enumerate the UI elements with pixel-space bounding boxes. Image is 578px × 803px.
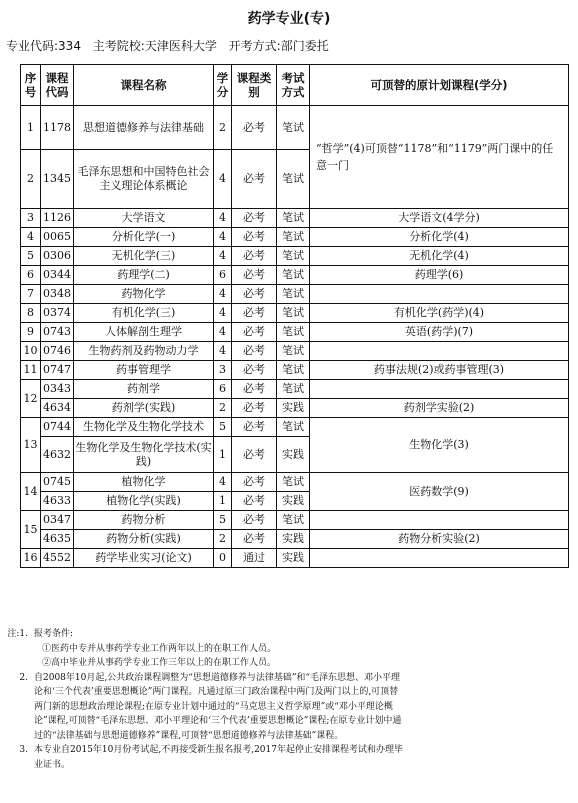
table-cell: 笔试	[277, 228, 310, 247]
table-cell: 通过	[232, 549, 277, 568]
table-cell: 2	[214, 106, 232, 150]
table-cell: 药理学(6)	[310, 266, 569, 285]
table-cell: 7	[21, 285, 41, 304]
table-cell: 笔试	[277, 209, 310, 228]
table-cell: 有机化学(三)	[74, 304, 214, 323]
table-cell: 药事法规(2)或药事管理(3)	[310, 361, 569, 380]
table-cell: 必考	[232, 323, 277, 342]
table-cell: 必考	[232, 247, 277, 266]
table-cell: 笔试	[277, 511, 310, 530]
table-cell: 4	[214, 150, 232, 209]
table-cell: 0343	[41, 380, 74, 399]
table-cell: 4633	[41, 492, 74, 511]
table-cell: 药物化学	[74, 285, 214, 304]
header-exam: 考试方式	[277, 65, 310, 106]
table-cell: 3	[214, 361, 232, 380]
header-code: 课程代码	[41, 65, 74, 106]
major-meta	[6, 37, 337, 54]
table-cell: 实践	[277, 437, 310, 473]
table-cell: 0348	[41, 285, 74, 304]
table-cell	[310, 342, 569, 361]
table-cell: 4635	[41, 530, 74, 549]
table-cell: 笔试	[277, 380, 310, 399]
table-cell: 植物化学	[74, 473, 214, 492]
page-title: 药学专业(专)	[247, 11, 331, 27]
table-cell: 4632	[41, 437, 74, 473]
table-cell: 笔试	[277, 266, 310, 285]
table-cell: 必考	[232, 266, 277, 285]
table-cell: 0745	[41, 473, 74, 492]
header-replace: 可顶替的原计划课程(学分)	[310, 65, 569, 106]
table-cell: 英语(药学)(7)	[310, 323, 569, 342]
table-cell: 药学毕业实习(论文)	[74, 549, 214, 568]
table-cell: 必考	[232, 418, 277, 437]
table-cell: 毛泽东思想和中国特色社会主义理论体系概论	[74, 150, 214, 209]
table-cell: 必考	[232, 437, 277, 473]
table-cell: 必考	[232, 361, 277, 380]
table-cell: 4	[214, 247, 232, 266]
table-cell: 2	[214, 530, 232, 549]
table-cell: 药物分析	[74, 511, 214, 530]
table-row	[21, 530, 569, 549]
table-cell: 人体解剖生理学	[74, 323, 214, 342]
table-cell: 12	[21, 380, 41, 418]
table-cell: 1345	[41, 150, 74, 209]
table-cell: 4	[21, 228, 41, 247]
table-cell: 13	[21, 418, 41, 473]
header-type: 课程类别	[232, 65, 277, 106]
table-cell: 笔试	[277, 418, 310, 437]
table-cell: 0	[214, 549, 232, 568]
table-cell: 必考	[232, 285, 277, 304]
note-item-1: 注:1. 报考条件:	[7, 629, 74, 639]
table-cell	[310, 380, 569, 399]
table-cell: 实践	[277, 492, 310, 511]
table-cell	[310, 549, 569, 568]
header-credit: 学分	[214, 65, 232, 106]
table-cell: 必考	[232, 530, 277, 549]
table-cell: 3	[21, 209, 41, 228]
table-cell: 4	[214, 209, 232, 228]
table-cell: 0744	[41, 418, 74, 437]
exam-method: 开考方式:部门委托	[228, 39, 329, 53]
table-cell: 分析化学(4)	[310, 228, 569, 247]
table-cell: 2	[214, 399, 232, 418]
notes-section: 注:1. 报考条件: ①医药中专并从事药学专业工作两年以上的在职工作人员。 ②高中毕业并从事药学专业工作三年以上的在职工作人员。 2. 自2008年10月起,公共政治课程调整为“思想道德修养与法律基础”和“毛泽东思想、邓小平理 论和‘三个代表’重要思想概论”两门课程。凡通过原三门政治课程中两门及两门以上的,可顶替 两门新的思想政治理论课程;在原专业计划中通过的“马克思主义哲学原理”或“邓小平理论概 论”课程,可顶替“毛泽东思想、邓小平理论和‘三个代表’重要思想概论”课程;在原专业计划中通 过的“法律基础与思想道德修养”课程,可顶替“思想道德修养与法律基础”课程。 3. 本专业自2015年10月份考试起,不再接受新生报名报考,2017年起停止安排课程考试和办理毕 业证书。	[4, 627, 570, 772]
table-cell: 5	[214, 418, 232, 437]
table-row	[21, 304, 569, 323]
table-header-row	[21, 65, 569, 106]
header-name: 课程名称	[74, 65, 214, 106]
table-cell: 实践	[277, 549, 310, 568]
table-cell: 0306	[41, 247, 74, 266]
table-cell: 必考	[232, 380, 277, 399]
table-cell: 6	[214, 266, 232, 285]
table-cell: 笔试	[277, 342, 310, 361]
table-cell: 0065	[41, 228, 74, 247]
table-cell: 6	[21, 266, 41, 285]
table-row	[21, 399, 569, 418]
table-cell: 0374	[41, 304, 74, 323]
course-table	[20, 64, 569, 568]
table-cell: 1	[21, 106, 41, 150]
table-cell: 药剂学	[74, 380, 214, 399]
header-seq: 序号	[21, 65, 41, 106]
table-cell: 无机化学(4)	[310, 247, 569, 266]
table-cell: 1126	[41, 209, 74, 228]
major-code: 专业代码:334	[6, 39, 81, 53]
table-cell: 有机化学(药学)(4)	[310, 304, 569, 323]
table-cell: 10	[21, 342, 41, 361]
replace-note-politics: “哲学”(4)可顶替“1178”和“1179”两门课中的任意一门	[310, 106, 569, 209]
table-row	[21, 247, 569, 266]
table-cell: 16	[21, 549, 41, 568]
table-cell: 必考	[232, 228, 277, 247]
table-row	[21, 511, 569, 530]
table-cell: 4634	[41, 399, 74, 418]
table-cell: 实践	[277, 399, 310, 418]
table-cell: 笔试	[277, 285, 310, 304]
table-cell: 笔试	[277, 106, 310, 150]
table-cell: 药理学(二)	[74, 266, 214, 285]
table-row	[21, 209, 569, 228]
table-cell: 必考	[232, 511, 277, 530]
exam-school: 主考院校:天津医科大学	[92, 39, 217, 53]
table-row	[21, 323, 569, 342]
table-cell: 思想道德修养与法律基础	[74, 106, 214, 150]
table-cell: 实践	[277, 530, 310, 549]
table-cell: 4	[214, 304, 232, 323]
table-row	[21, 228, 569, 247]
table-cell: 药物分析实验(2)	[310, 530, 569, 549]
table-cell: 4	[214, 285, 232, 304]
table-cell: 大学语文(4学分)	[310, 209, 569, 228]
table-cell: 笔试	[277, 304, 310, 323]
table-row	[21, 106, 569, 150]
table-cell: 4	[214, 323, 232, 342]
table-row	[21, 285, 569, 304]
table-cell	[310, 511, 569, 530]
table-cell: 笔试	[277, 473, 310, 492]
table-cell: 必考	[232, 492, 277, 511]
table-cell: 9	[21, 323, 41, 342]
table-row	[21, 342, 569, 361]
table-cell: 生物化学及生物化学技术	[74, 418, 214, 437]
table-cell	[310, 285, 569, 304]
table-cell: 4552	[41, 549, 74, 568]
table-cell: 植物化学(实践)	[74, 492, 214, 511]
table-cell: 0347	[41, 511, 74, 530]
table-cell: 4	[214, 473, 232, 492]
table-cell: 笔试	[277, 247, 310, 266]
table-cell: 笔试	[277, 150, 310, 209]
table-cell: 8	[21, 304, 41, 323]
table-cell: 必考	[232, 106, 277, 150]
table-cell: 1178	[41, 106, 74, 150]
table-row	[21, 380, 569, 399]
table-cell: 6	[214, 380, 232, 399]
table-cell: 0743	[41, 323, 74, 342]
table-cell: 2	[21, 150, 41, 209]
table-cell: 必考	[232, 399, 277, 418]
table-cell: 药剂学(实践)	[74, 399, 214, 418]
table-cell: 14	[21, 473, 41, 511]
table-cell: 医药数学(9)	[310, 473, 569, 511]
table-row	[21, 361, 569, 380]
table-cell: 笔试	[277, 323, 310, 342]
table-cell: 必考	[232, 304, 277, 323]
table-row	[21, 549, 569, 568]
table-cell: 1	[214, 492, 232, 511]
table-cell: 分析化学(一)	[74, 228, 214, 247]
table-cell: 4	[214, 342, 232, 361]
table-cell: 笔试	[277, 361, 310, 380]
table-cell: 4	[214, 228, 232, 247]
table-cell: 必考	[232, 473, 277, 492]
table-cell: 药物分析(实践)	[74, 530, 214, 549]
table-cell: 0747	[41, 361, 74, 380]
table-cell: 生物化学及生物化学技术(实践)	[74, 437, 214, 473]
note-item-2: 2. 自2008年10月起,公共政治课程调整为“思想道德修养与法律基础”和“毛泽东思想、邓小平理 论和‘三个代表’重要思想概论”两门课程。凡通过原三门政治课程中两门及两门以上的,可顶替 两门新的思想政治理论课程;在原专业计划中通过的“马克思主义哲学原理”或“邓小平理论概 论”课程,可顶替“毛泽东思想、邓小平理论和‘三个代表’重要思想概论”课程;在原专业计划中通 过的“法律基础与思想道德修养”课程,可顶替“思想道德修养与法律基础”课程。	[19, 672, 402, 741]
table-cell: 0746	[41, 342, 74, 361]
table-cell: 必考	[232, 342, 277, 361]
table-cell: 药剂学实验(2)	[310, 399, 569, 418]
table-cell: 1	[214, 437, 232, 473]
table-cell: 药事管理学	[74, 361, 214, 380]
table-row	[21, 473, 569, 492]
table-cell: 生物药剂及药物动力学	[74, 342, 214, 361]
table-cell: 必考	[232, 209, 277, 228]
table-cell: 必考	[232, 150, 277, 209]
table-cell: 15	[21, 511, 41, 549]
table-cell: 无机化学(三)	[74, 247, 214, 266]
table-row	[21, 418, 569, 437]
table-cell: 5	[21, 247, 41, 266]
table-cell: 0344	[41, 266, 74, 285]
table-cell: 11	[21, 361, 41, 380]
note-item-3: 3. 本专业自2015年10月份考试起,不再接受新生报名报考,2017年起停止安排课程考试和办理毕 业证书。	[19, 745, 403, 770]
table-cell: 5	[214, 511, 232, 530]
table-row	[21, 266, 569, 285]
table-cell: 生物化学(3)	[310, 418, 569, 473]
table-cell: 大学语文	[74, 209, 214, 228]
